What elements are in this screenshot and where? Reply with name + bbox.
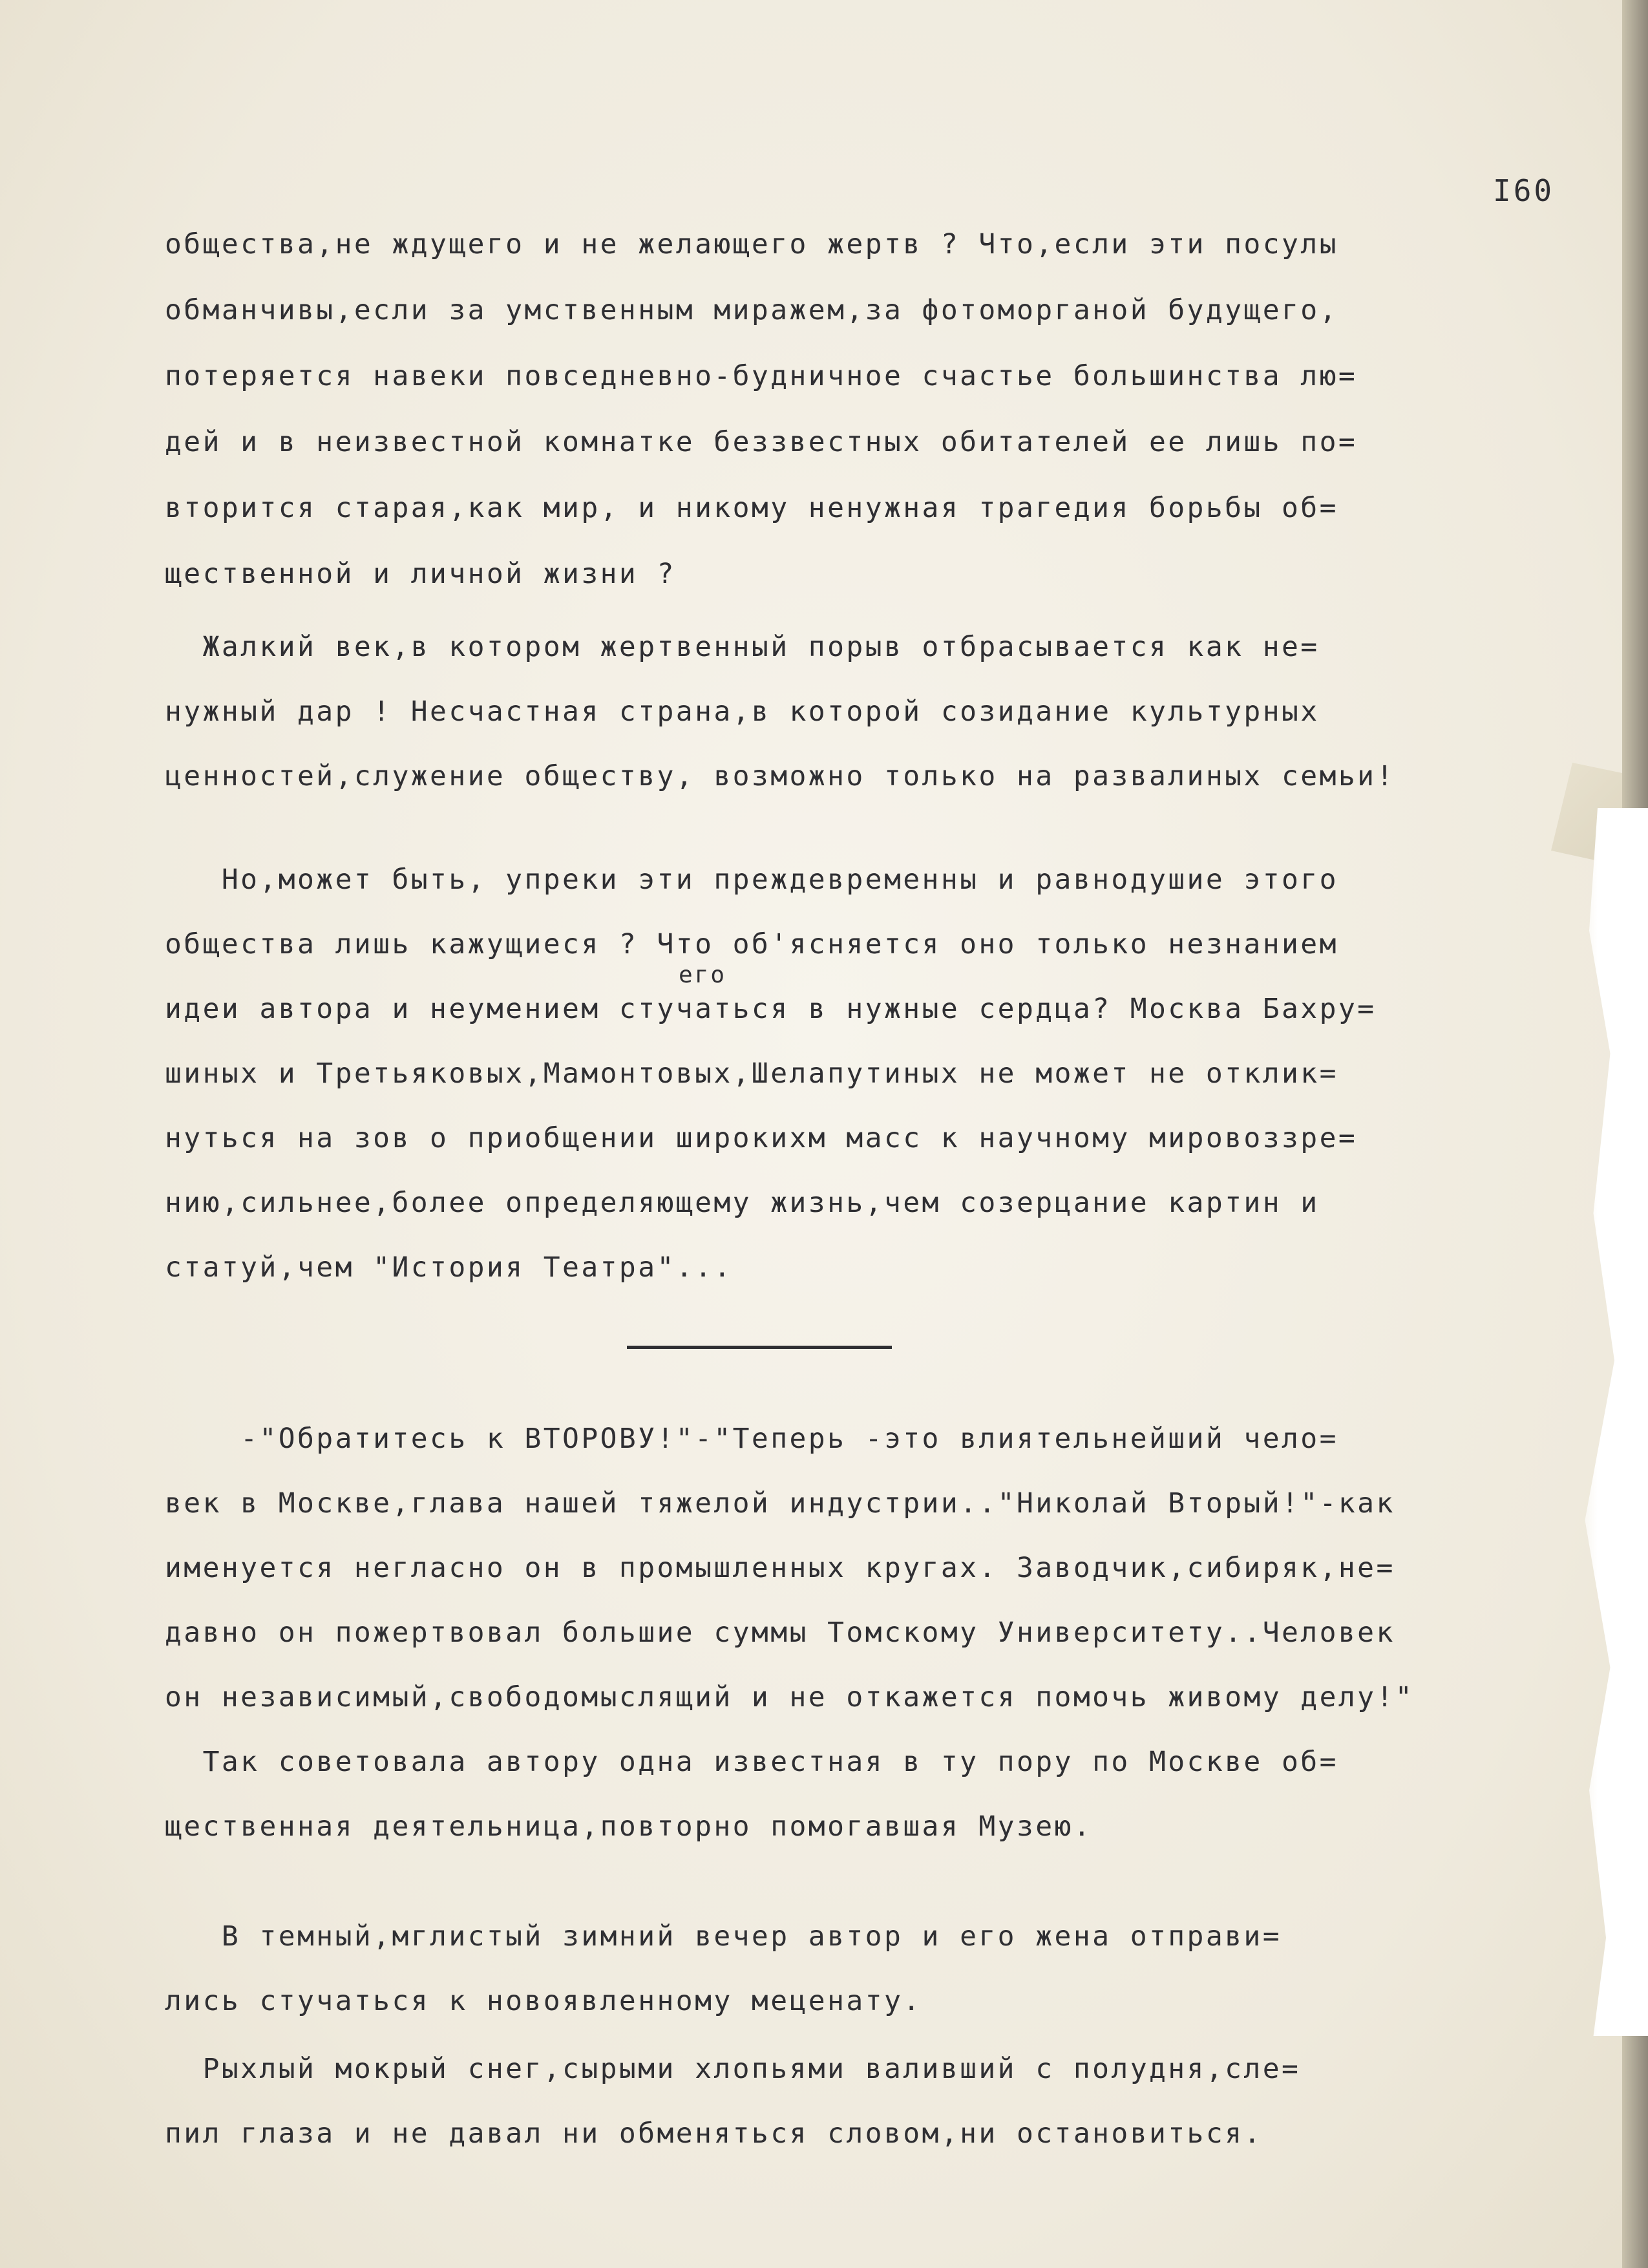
- text-line: он независимый,свободомыслящий и не откажется помочь живому делу!": [165, 1681, 1415, 1713]
- text-line: именуется негласно он в промышленных кругах. Заводчик,сибиряк,не=: [165, 1552, 1395, 1584]
- text-line: общества лишь кажущиеся ? Что об'ясняется оно только незнанием: [165, 928, 1338, 960]
- text-line: Жалкий век,в котором жертвенный порыв отбрасывается как не=: [165, 631, 1320, 663]
- text-line: статуй,чем "История Театра"...: [165, 1251, 733, 1284]
- faded-stamp: [1232, 112, 1386, 178]
- text-line: вторится старая,как мир, и никому ненужная трагедия борьбы об=: [165, 492, 1338, 524]
- text-line: Но,может быть, упреки эти преждевременны и равнодушие этого: [165, 864, 1338, 896]
- section-divider: [627, 1346, 892, 1349]
- text-line: В темный,мглистый зимний вечер автор и его жена отправи=: [165, 1920, 1282, 1953]
- text-line: дей и в неизвестной комнатке беззвестных обитателей ее лишь по=: [165, 426, 1358, 458]
- text-line: шиных и Третьяковых,Мамонтовых,Шелапутиных не может не отклик=: [165, 1057, 1338, 1090]
- text-line: -"Обратитесь к ВТОРОВУ!"-"Теперь -это влиятельнейший чело=: [165, 1423, 1338, 1455]
- text-line: обманчивы,если за умственным миражем,за фотоморганой будущего,: [165, 294, 1338, 326]
- text-line: Рыхлый мокрый снег,сырыми хлопьями валивший с полудня,сле=: [165, 2053, 1301, 2085]
- text-line: щественная деятельница,повторно помогавшая Музею.: [165, 1810, 1093, 1843]
- text-line: идеи автора и неумением стучаться в нужные сердца? Москва Бахру=: [165, 993, 1377, 1025]
- page-number: I60: [1493, 173, 1555, 208]
- text-line: Так советовала автору одна известная в ту пору по Москве об=: [165, 1746, 1338, 1778]
- text-line: щественной и личной жизни ?: [165, 558, 676, 590]
- handwritten-insertion: его: [679, 962, 727, 988]
- torn-margin: [1564, 808, 1648, 2036]
- text-line: потеряется навеки повседневно-будничное счастье большинства лю=: [165, 360, 1358, 392]
- text-line: пил глаза и не давал ни обменяться словом,ни остановиться.: [165, 2117, 1263, 2150]
- text-line: век в Москве,глава нашей тяжелой индустрии.."Николай Вторый!"-как: [165, 1487, 1395, 1520]
- text-line: ценностей,служение обществу, возможно только на развалиных семьи!: [165, 760, 1395, 792]
- text-line: нию,сильнее,более определяющему жизнь,чем созерцание картин и: [165, 1187, 1320, 1219]
- text-line: нуться на зов о приобщении широкихм масс к научному мировоззре=: [165, 1122, 1358, 1154]
- text-line: давно он пожертвовал большие суммы Томскому Университету..Человек: [165, 1616, 1395, 1649]
- text-line: лись стучаться к новоявленному меценату.: [165, 1985, 922, 2017]
- text-line: общества,не ждущего и не желающего жертв ? Что,если эти посулы: [165, 228, 1338, 260]
- text-line: нужный дар ! Несчастная страна,в которой созидание культурных: [165, 695, 1320, 728]
